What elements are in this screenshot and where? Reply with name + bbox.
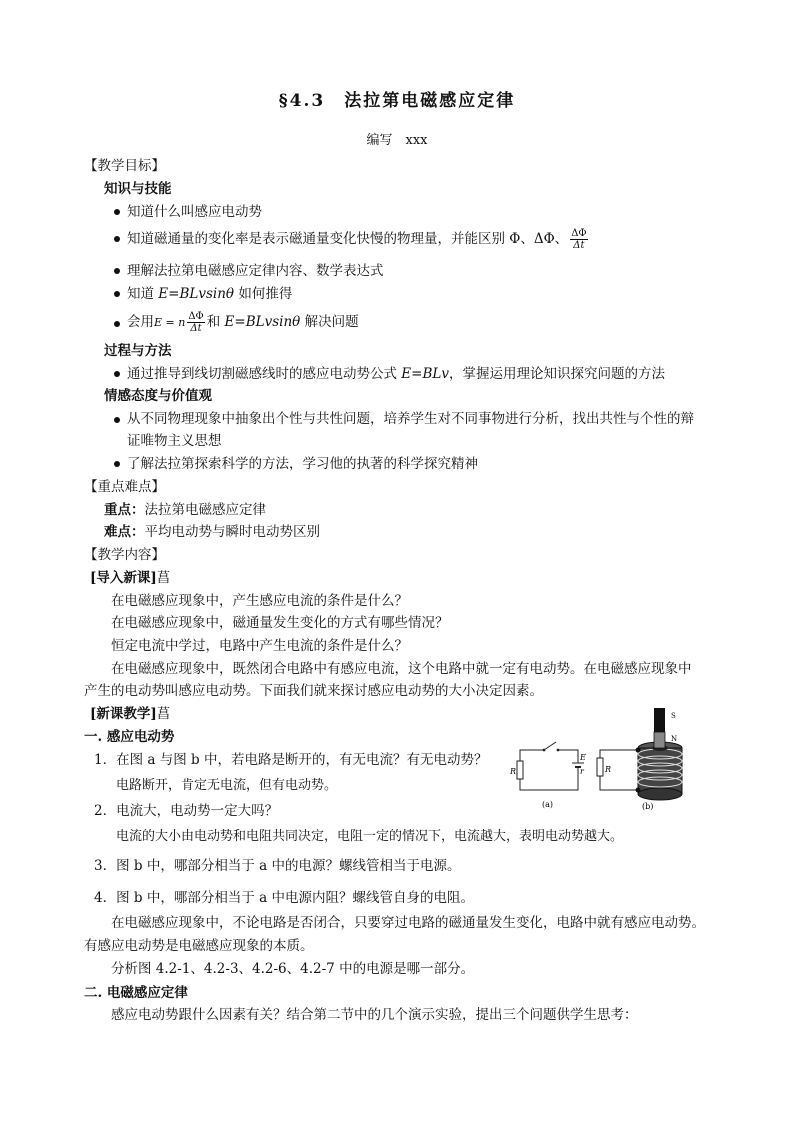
new-lesson-heading: [新课教学]菖 (90, 706, 171, 722)
intro-paragraph-line-1: 在电磁感应现象中，既然闭合电路中有感应电流，这个电路中就一定有电动势。在电磁感应现象中 (111, 661, 692, 677)
bullet-icon (114, 371, 120, 377)
circuit-a (509, 742, 586, 809)
knowledge-item-2-text: 知道磁通量的变化率是表示磁通量变化快慢的物理量，并能区别 Φ、ΔΦ、 (127, 231, 569, 247)
bullet-icon (114, 268, 120, 274)
bullet-icon (114, 321, 120, 327)
bullet-icon (114, 291, 120, 297)
knowledge-item-4: 知道 E=BLvsinθ 如何推得 (127, 286, 293, 302)
intro-question-3: 恒定电流中学过，电路中产生电流的条件是什么？ (111, 638, 408, 654)
section-goals-heading: 【教学目标】 (84, 158, 165, 174)
emf-label: E (580, 753, 586, 762)
resistor-icon (517, 761, 523, 779)
formula-e-blvsin: E=BLvsinθ (158, 286, 235, 302)
question-3: 3．图 b 中，哪部分相当于 a 中的电源？螺线管相当于电源。 (94, 858, 461, 874)
bar-magnet-icon (654, 708, 665, 748)
formula-e-blv: E=BLv (401, 366, 449, 382)
paragraph-3: 分析图 4.2-1、4.2-3、4.2-6、4.2-7 中的电源是哪一部分。 (111, 961, 475, 977)
delta-phi-over-delta-t-fraction: $\frac{\Delta\Phi}{\Delta t}$ (571, 228, 587, 251)
paragraph-2-line-1: 在电磁感应现象中，不论电路是否闭合，只要穿过电路的磁通量发生变化，电路中就有感应电动势。 (111, 915, 705, 931)
formula-e-n: E = n (154, 316, 186, 329)
heading-law: 二. 电磁感应定律 (84, 985, 188, 1001)
knowledge-item-3: 理解法拉第电磁感应定律内容、数学表达式 (127, 263, 384, 279)
knowledge-item-2 (127, 228, 590, 251)
question-4: 4．图 b 中，哪部分相当于 a 中电源内阻？螺线管自身的电阻。 (94, 890, 474, 906)
resistor-label-b: R (605, 765, 612, 774)
bullet-icon (114, 417, 120, 423)
paragraph-2-line-2: 有感应电动势是电磁感应现象的本质。 (84, 938, 314, 954)
switch-icon (544, 742, 556, 750)
answer-1: 电路断开，肯定无电流，但有电动势。 (116, 778, 338, 793)
heading-emf: 一. 感应电动势 (84, 729, 175, 745)
delta-phi-over-delta-t-fraction: $\frac{\Delta\Phi}{\Delta t}$ (188, 311, 204, 334)
emotion-item-1-line-2: 证唯物主义思想 (127, 433, 222, 449)
difficulty-point: 难点：平均电动势与瞬时电动势区别 (104, 524, 320, 540)
caption-a: (a) (542, 800, 554, 809)
internal-resistance-label: r (580, 767, 584, 776)
north-pole-label: N (671, 735, 678, 743)
section-content-heading: 【教学内容】 (84, 547, 165, 563)
coil-icon (638, 742, 682, 800)
resistor-icon (597, 758, 603, 776)
intro-heading: [导入新课]菖 (90, 570, 171, 586)
subheading-emotion: 情感态度与价值观 (104, 388, 212, 404)
circuit-figure (508, 706, 708, 814)
bullet-icon (114, 461, 120, 467)
paragraph-4: 感应电动势跟什么因素有关？结合第二节中的几个演示实验，提出三个问题供学生思考： (111, 1007, 638, 1023)
circuit-b (597, 708, 682, 811)
bullet-icon (114, 236, 120, 242)
subheading-process: 过程与方法 (104, 343, 172, 359)
key-point: 重点：法拉第电磁感应定律 (104, 502, 266, 518)
question-2: 2．电流大，电动势一定大吗？ (94, 803, 279, 819)
south-pole-label: S (671, 712, 676, 720)
intro-question-1: 在电磁感应现象中，产生感应电流的条件是什么？ (111, 593, 408, 609)
page-title: §4.3 法拉第电磁感应定律 (278, 91, 516, 111)
question-1: 1．在图 a 与图 b 中，若电路是断开的，有无电流？有无电动势？ (94, 752, 488, 768)
intro-question-2: 在电磁感应现象中，磁通量发生变化的方式有哪些情况？ (111, 615, 449, 631)
resistor-label: R (510, 767, 517, 776)
emotion-item-2: 了解法拉第探索科学的方法，学习他的执著的科学探究精神 (127, 456, 478, 472)
section-key-heading: 【重点难点】 (84, 479, 165, 495)
subheading-knowledge: 知识与技能 (104, 181, 172, 197)
intro-paragraph-line-2: 产生的电动势叫感应电动势。下面我们就来探讨感应电动势的大小决定因素。 (84, 683, 543, 699)
emotion-item-1-line-1: 从不同物理现象中抽象出个性与共性问题，培养学生对不同事物进行分析，找出共性与个性的辩 (127, 411, 694, 427)
caption-b: (b) (642, 802, 654, 811)
author-line: 编写 xxx (366, 133, 428, 148)
process-item-1: 通过推导到线切割磁感线时的感应电动势公式 E=BLv，掌握运用理论知识探究问题的方法 (127, 366, 665, 382)
bullet-icon (114, 209, 120, 215)
answer-2: 电流的大小由电动势和电阻共同决定，电阻一定的情况下，电流越大，表明电动势越大。 (116, 829, 624, 844)
knowledge-item-5: 会用E = n $\frac{\Delta\Phi}{\Delta t}$ 和 E=BLvsinθ 解决问题 (127, 311, 359, 334)
knowledge-item-1: 知道什么叫感应电动势 (127, 204, 262, 220)
formula-e-blvsin: E=BLvsinθ (224, 314, 301, 330)
